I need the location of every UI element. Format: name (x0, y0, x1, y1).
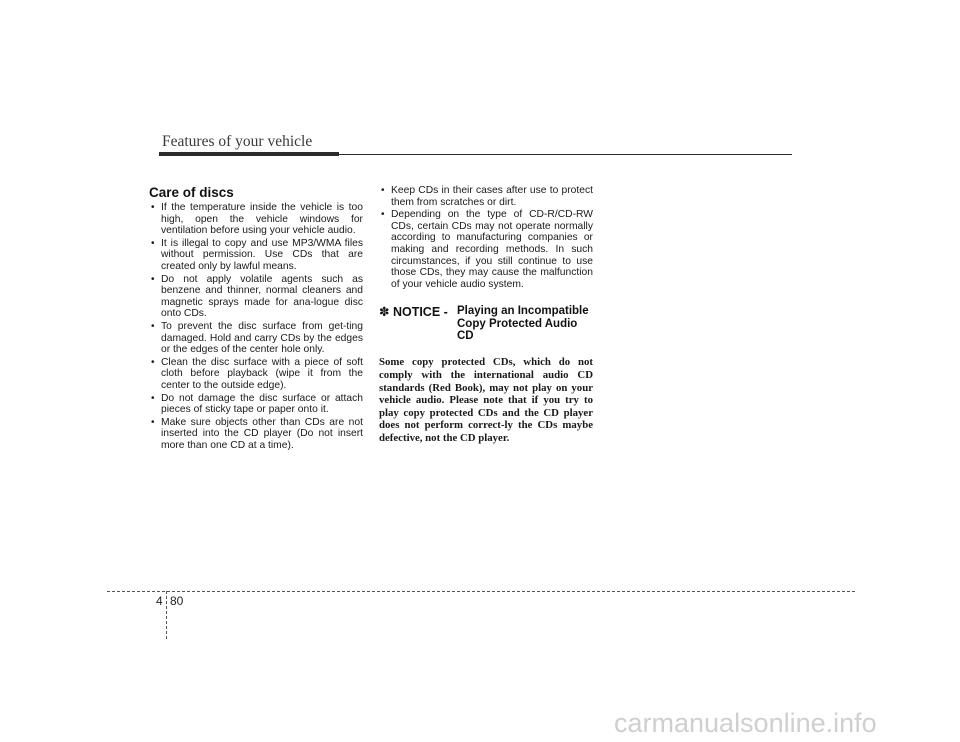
bullet-icon: • (381, 209, 385, 221)
right-column (379, 185, 593, 445)
bullet-icon: • (151, 202, 155, 213)
list-item (149, 357, 363, 392)
cd-handling-list (379, 185, 593, 290)
list-item-text: Do not damage the disc surface or attach pieces of sticky tape or paper onto it. (161, 392, 363, 416)
page-number: 80 (170, 594, 184, 608)
list-item-text: Keep CDs in their cases after use to protect them from scratches or dirt. (391, 185, 593, 208)
list-item (149, 202, 363, 237)
footer-divider (166, 591, 167, 639)
list-item (149, 393, 363, 416)
list-item (379, 209, 593, 290)
list-item-text: Make sure objects other than CDs are not inserted into the CD player (Do not insert more than one CD at a time). (161, 416, 363, 451)
bullet-icon: • (151, 356, 155, 368)
list-item (149, 238, 363, 273)
list-item (379, 185, 593, 208)
bullet-icon: • (151, 273, 155, 285)
footer-rule (107, 591, 855, 592)
section-heading-care-of-discs: Care of discs (149, 185, 234, 200)
bullet-icon: • (151, 392, 155, 404)
bullet-icon: • (151, 237, 155, 249)
bullet-icon: • (381, 185, 385, 196)
list-item (149, 321, 363, 356)
notice-label: ✽ NOTICE - (379, 305, 448, 320)
bullet-icon: • (151, 320, 155, 332)
chapter-number: 4 (156, 594, 163, 608)
list-item (149, 417, 363, 452)
header-rule-thick (159, 152, 339, 156)
list-item (149, 274, 363, 320)
notice-body: Some copy protected CDs, which do not comply with the international audio CD standards (Red Book), may not play on your vehicle audio. Please note that if you try to play copy protected CDs and the CD player does not perform correct-ly the CDs maybe defective, not the CD player. (379, 356, 593, 444)
list-item-text: Depending on the type of CD-R/CD-RW CDs, certain CDs may not operate normally according to manufacturing companies or making and recording methods. In such circumstances, if you still continue to use those CDs, they may cause the malfunction of your vehicle audio system. (391, 209, 593, 290)
list-item-text: Clean the disc surface with a piece of soft cloth before playback (wipe it from the center to the outside edge). (161, 356, 363, 391)
notice-title: Playing an Incompatible Copy Protected Audio CD (457, 305, 589, 343)
left-column (149, 185, 363, 452)
list-item-text: It is illegal to copy and use MP3/WMA files without permission. Use CDs that are created only by lawful means. (161, 237, 363, 272)
watermark: carmanualsonline.info (614, 708, 877, 738)
list-item-text: To prevent the disc surface from get-ting damaged. Hold and carry CDs by the edges or the edges of the center hole only. (161, 320, 363, 356)
list-item-text: Do not apply volatile agents such as benzene and thinner, normal cleaners and magnetic sprays made for ana-logue disc onto CDs. (161, 273, 363, 320)
page-header-title: Features of your vehicle (162, 133, 313, 150)
notice-header (379, 304, 593, 352)
bullet-icon: • (151, 416, 155, 428)
care-of-discs-list (149, 202, 363, 451)
header-rule-thin (339, 154, 792, 155)
list-item-text: If the temperature inside the vehicle is too high, open the vehicle windows for ventilation before using your vehicle audio. (161, 202, 363, 237)
